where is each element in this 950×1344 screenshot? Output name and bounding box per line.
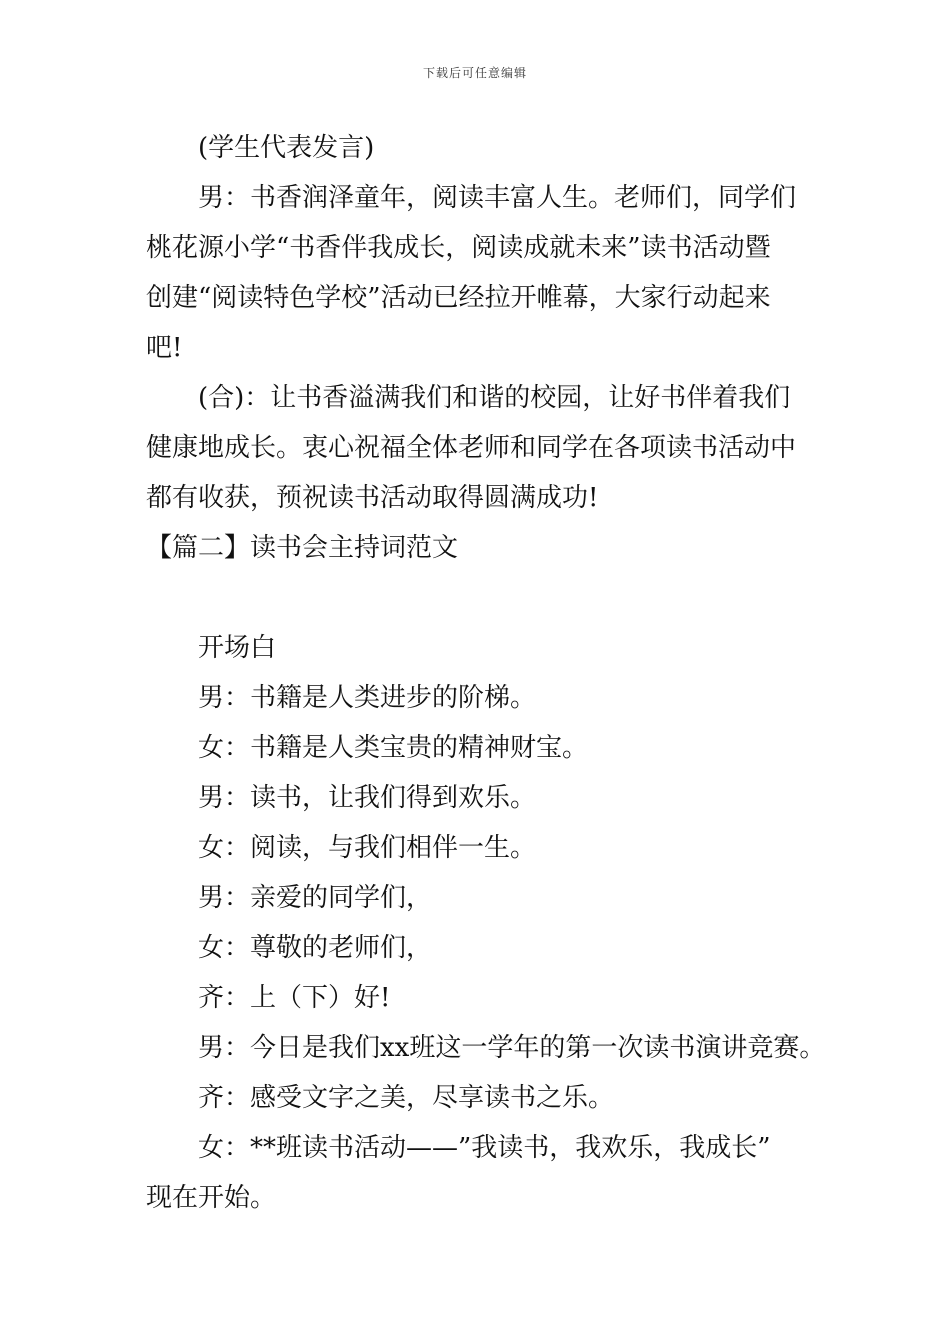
- dialogue-line: 男：亲爱的同学们，: [198, 883, 433, 913]
- paragraph-line: 健康地成长。衷心祝福全体老师和同学在各项读书活动中: [146, 433, 797, 463]
- paragraph-line: (合)：让书香溢满我们和谐的校园，让好书伴着我们: [198, 383, 791, 413]
- page-header: 下载后可任意编辑: [422, 66, 527, 80]
- dialogue-line: 女：书籍是人类宝贵的精神财宝。: [198, 733, 589, 763]
- dialogue-line: 男：书籍是人类进步的阶梯。: [198, 683, 537, 713]
- dialogue-line: 齐：感受文字之美，尽享读书之乐。: [198, 1083, 615, 1113]
- paragraph-line: 都有收获，预祝读书活动取得圆满成功!: [146, 483, 599, 513]
- opening-label: 开场白: [198, 633, 277, 663]
- dialogue-line: 现在开始。: [146, 1183, 277, 1213]
- dialogue-line: 齐：上（下）好!: [198, 983, 391, 1013]
- section-title: 【篇二】读书会主持词范文: [146, 533, 459, 563]
- student-speech-note: (学生代表发言): [198, 133, 375, 163]
- dialogue-line: 女：尊敬的老师们，: [198, 933, 433, 963]
- dialogue-line: 男：读书，让我们得到欢乐。: [198, 783, 537, 813]
- paragraph-line: 桃花源小学“书香伴我成长，阅读成就未来”读书活动暨: [146, 233, 771, 263]
- paragraph-line: 创建“阅读特色学校”活动已经拉开帷幕，大家行动起来: [146, 283, 771, 313]
- dialogue-line: 男：今日是我们xx班这一学年的第一次读书演讲竞赛。: [198, 1033, 826, 1063]
- paragraph-line: 吧!: [146, 333, 183, 363]
- dialogue-line: 女：阅读，与我们相伴一生。: [198, 833, 537, 863]
- dialogue-line: 女：**班读书活动——”我读书，我欢乐，我成长”: [198, 1133, 771, 1163]
- paragraph-line: 男：书香润泽童年，阅读丰富人生。老师们，同学们: [198, 183, 797, 213]
